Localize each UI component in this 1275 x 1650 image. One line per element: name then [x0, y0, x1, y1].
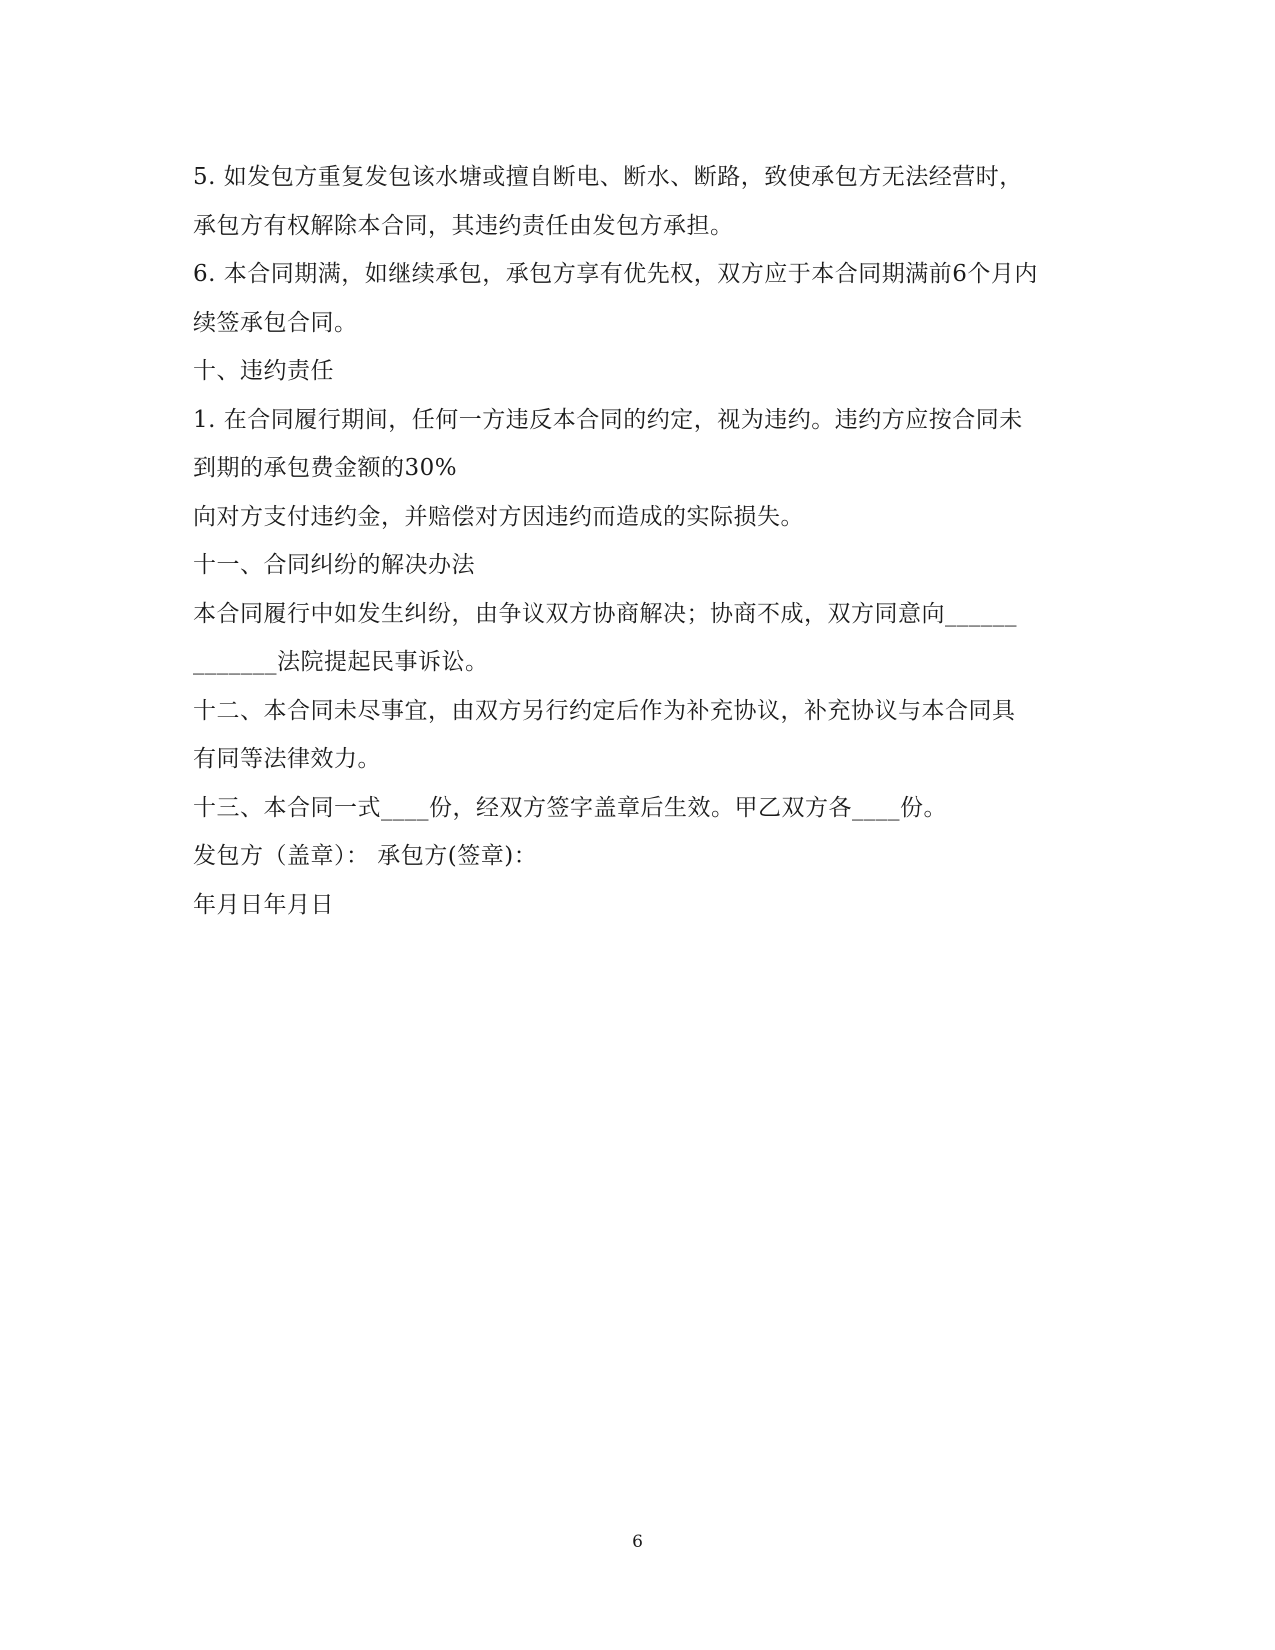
- dispute-clause-line-1: 本合同履行中如发生纠纷，由争议双方协商解决；协商不成，双方同意向______: [193, 600, 1017, 627]
- breach-clause-line-3: 向对方支付违约金，并赔偿对方因违约而造成的实际损失。: [193, 503, 804, 530]
- clause-6-line-1: 6. 本合同期满，如继续承包，承包方享有优先权，双方应于本合同期满前6个月内: [193, 261, 1038, 287]
- section-13: 十三、本合同一式____份，经双方签字盖章后生效。甲乙双方各____份。: [193, 794, 947, 821]
- page-number: 6: [632, 1532, 643, 1552]
- section-12-line-1: 十二、本合同未尽事宜，由双方另行约定后作为补充协议，补充协议与本合同具: [193, 697, 1016, 724]
- section-11-heading: 十一、合同纠纷的解决办法: [193, 552, 475, 578]
- section-12-line-2: 有同等法律效力。: [193, 746, 381, 772]
- contract-body: [193, 153, 1083, 929]
- section-10-heading: 十、违约责任: [193, 358, 334, 384]
- dispute-clause-line-2: _______法院提起民事诉讼。: [193, 649, 489, 675]
- breach-clause-line-1: 1. 在合同履行期间，任何一方违反本合同的约定，视为违约。违约方应按合同未: [193, 406, 1023, 433]
- clause-6-line-2: 续签承包合同。: [193, 309, 358, 336]
- signature-parties: 发包方（盖章）： 承包方(签章)：: [193, 843, 538, 869]
- signature-dates: 年月日年月日: [193, 891, 334, 918]
- clause-5-line-1: 5. 如发包方重复发包该水塘或擅自断电、断水、断路，致使承包方无法经营时，: [193, 164, 1023, 190]
- clause-5-line-2: 承包方有权解除本合同，其违约责任由发包方承担。: [193, 212, 734, 239]
- breach-clause-line-2: 到期的承包费金额的30%: [193, 455, 458, 481]
